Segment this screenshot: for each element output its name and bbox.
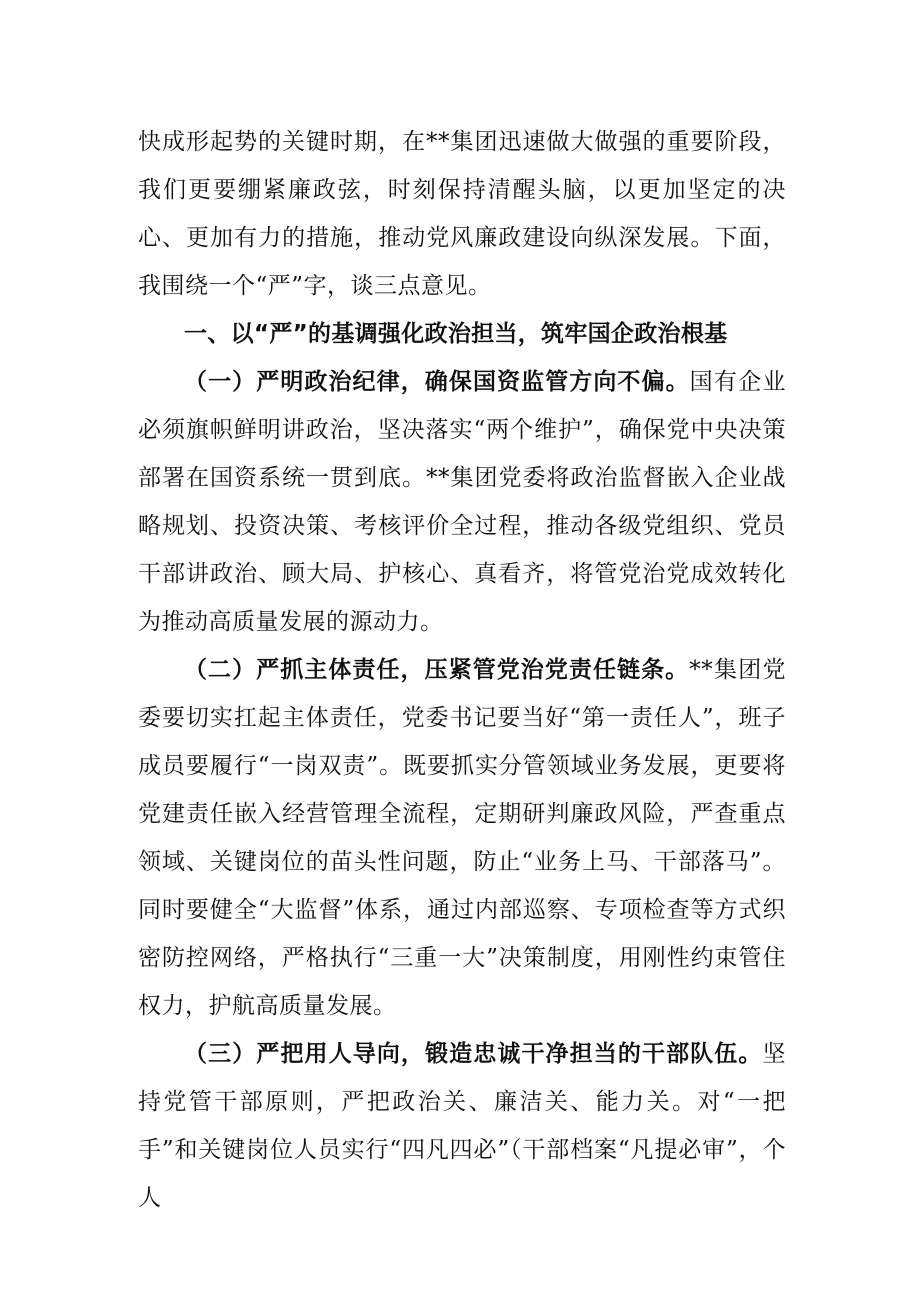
document-body	[138, 118, 786, 1222]
item-body-3: 坚持党管干部原则，严把政治关、廉洁关、能力关。对“一把手”和关键岗位人员实行“四凡四必”（干部档案“凡提必审”，个人	[138, 1041, 786, 1211]
item-paragraph-3	[138, 1030, 786, 1222]
intro-paragraph: 快成形起势的关键时期，在**集团迅速做大做强的重要阶段，我们更要绷紧廉政弦，时刻保持清醒头脑，以更加坚定的决心、更加有力的措施，推动党风廉政建设向纵深发展。下面，我围绕一个“严”字，谈三点意见。	[138, 129, 786, 299]
item-body-1: 国有企业必须旗帜鲜明讲政治，坚决落实“两个维护”，确保党中央决策部署在国资系统一贯到底。**集团党委将政治监督嵌入企业战略规划、投资决策、考核评价全过程，推动各级党组织、党员干部讲政治、顾大局、护核心、真看齐，将管党治党成效转化为推动高质量发展的源动力。	[138, 369, 786, 635]
item-lead-1: （一）严明政治纪律，确保国资监管方向不偏。	[184, 369, 690, 395]
item-body-2: **集团党委要切实扛起主体责任，党委书记要当好“第一责任人”，班子成员要履行“一岗双责”。既要抓实分管领域业务发展，更要将党建责任嵌入经营管理全流程，定期研判廉政风险，严查重点领域、关键岗位的苗头性问题，防止“业务上马、干部落马”。同时要健全“大监督”体系，通过内部巡察、专项检查等方式织密防控网络，严格执行“三重一大”决策制度，用刚性约束管住权力，护航高质量发展。	[138, 657, 786, 1019]
section-heading: 一、以“严”的基调强化政治担当，筑牢国企政治根基	[184, 321, 728, 347]
item-paragraph-2	[138, 646, 786, 1030]
item-lead-3: （三）严把用人导向，锻造忠诚干净担当的干部队伍。	[184, 1041, 763, 1067]
item-paragraph-1	[138, 358, 786, 646]
item-lead-2: （二）严抓主体责任，压紧管党治党责任链条。	[184, 657, 690, 683]
